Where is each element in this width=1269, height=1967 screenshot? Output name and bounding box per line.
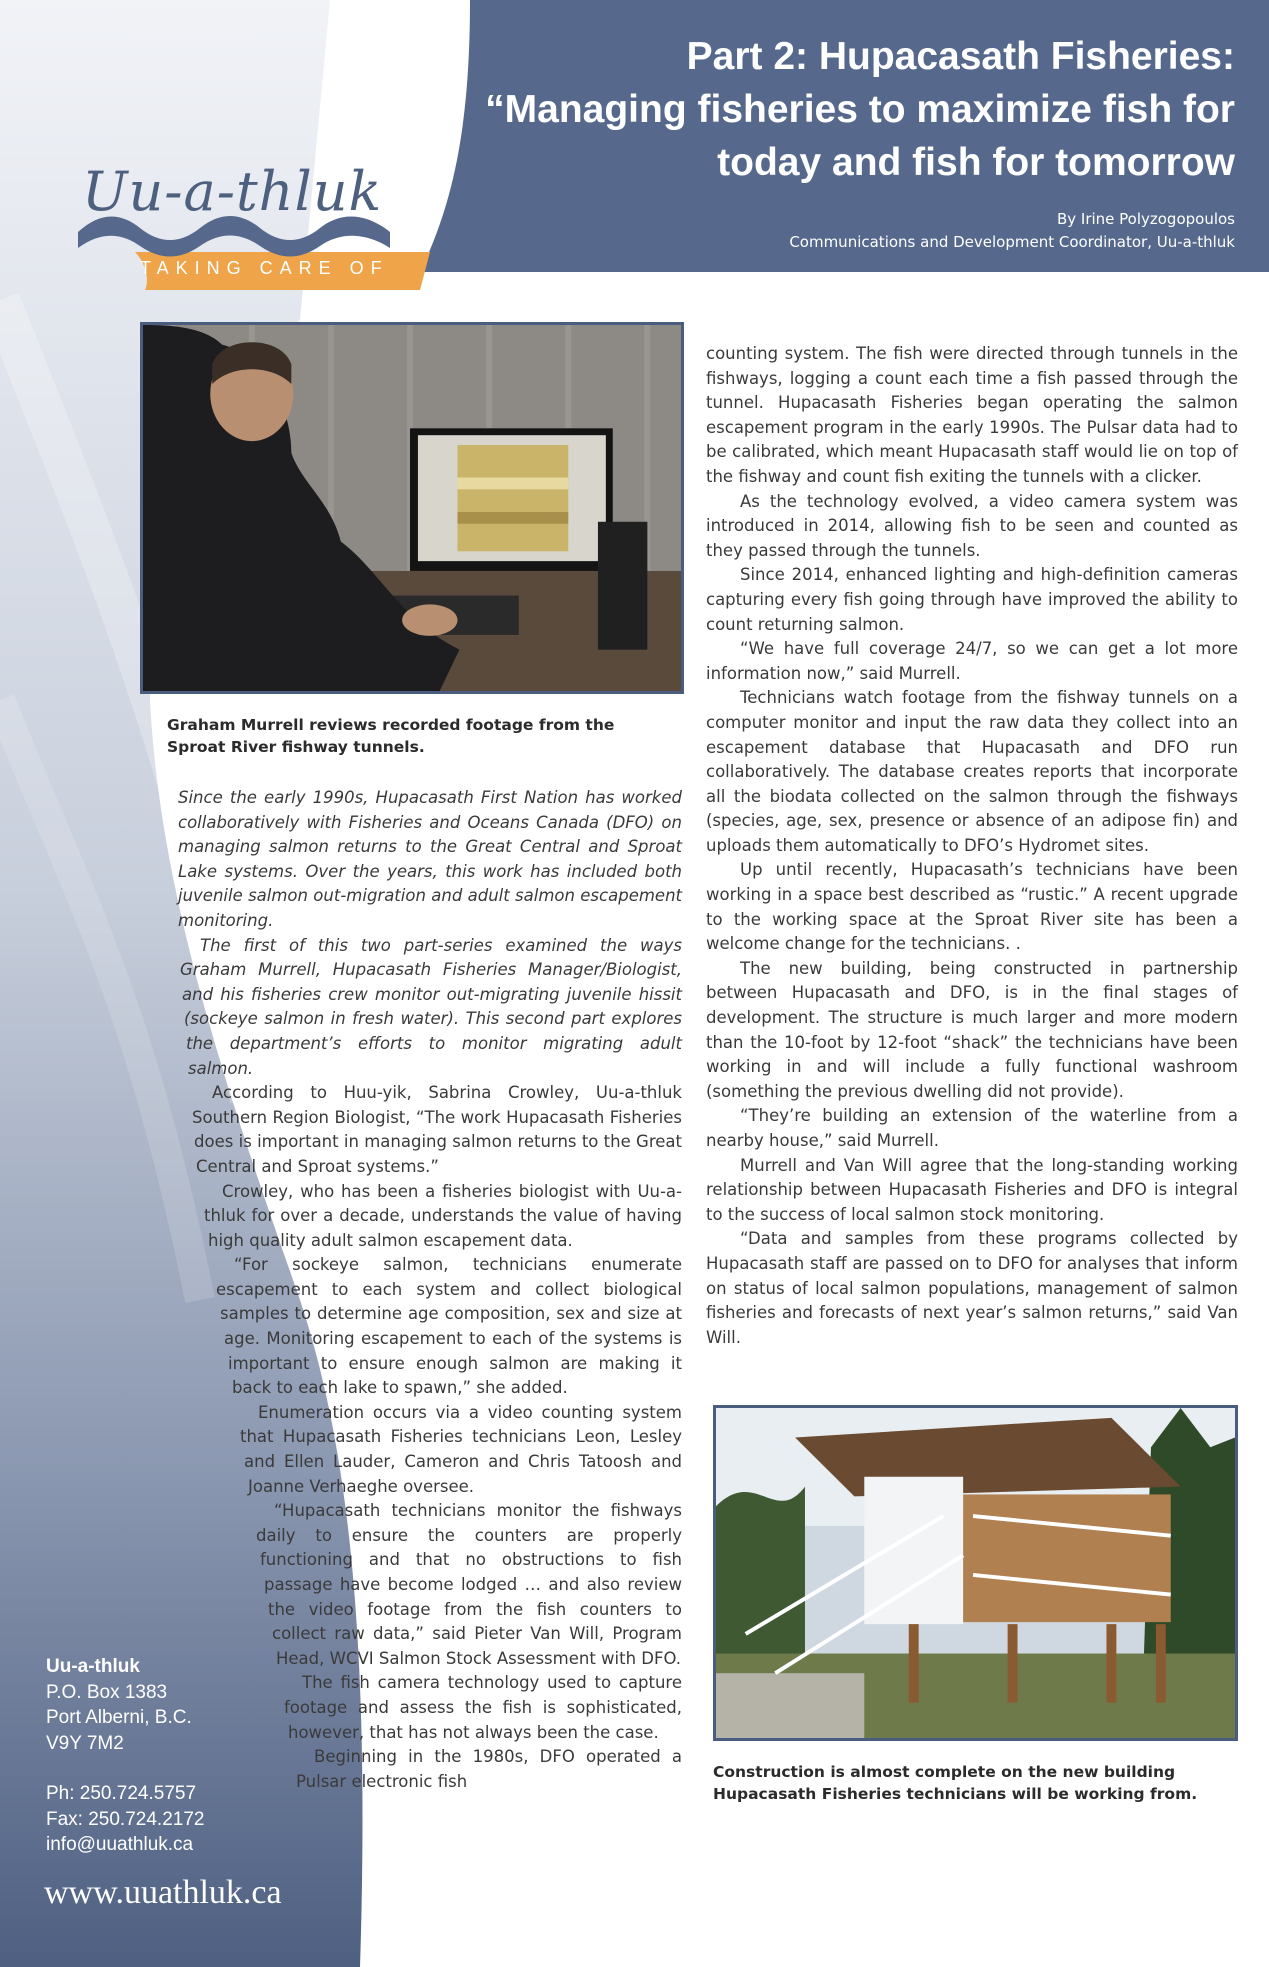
body-paragraph: The new building, being constructed in partnership between Hupacasath and DFO, is in the final stages of development. The structure is much larger and more modern than the 10-foot by 12-foot “shack” the technicians have been working in and will include a fully functional washroom (something the previous dwelling did not provide). — [706, 958, 1238, 1101]
contact-org: Uu-a-thluk — [46, 1656, 140, 1677]
body-paragraph: “We have full coverage 24/7, so we can get a lot more information now,” said Murrell. — [706, 639, 1238, 683]
body-paragraph: counting system. The fish were directed through tunnels in the fishways, logging a count each time a fish passed through the tunnel. Hupacasath Fisheries began operating the salmon escapement program in the early 1990s. The Pulsar data had to be calibrated, which meant Hupacasath staff would lie on top of the fishway and count fish exiting the tunnels with a clicker. — [706, 344, 1238, 486]
body-paragraph: Murrell and Van Will agree that the long-standing working relationship between Hupacasath Fisheries and DFO is integral to the success of local salmon stock monitoring. — [706, 1155, 1238, 1224]
body-paragraph: According to Huu-yik, Sabrina Crowley, Uu-a-thluk Southern Region Biologist, “The work Hupacasath Fisheries does is important in managing salmon returns to the Great Central and Sproat systems.” — [192, 1083, 682, 1176]
photo2-caption: Construction is almost complete on the new building Hupacasath Fisheries technicians will be working from. — [713, 1763, 1198, 1803]
body-paragraph: “Data and samples from these programs collected by Hupacasath staff are passed on to DFO for analyses that inform on status of local salmon populations, management of salmon fisheries and forecasts of next year’s salmon returns,” said Van Will. — [706, 1229, 1238, 1347]
right-column — [706, 342, 1238, 1350]
body-paragraph: Enumeration occurs via a video counting system that Hupacasath Fisheries technicians Leon, Lesley and Ellen Lauder, Cameron and Chris Tatoosh and Joanne Verhaeghe oversee. — [240, 1402, 682, 1496]
body-paragraph: Up until recently, Hupacasath’s technicians have been working in a space best described as “rustic.” A recent upgrade to the working space at the Sproat River site has been a welcome change for the technicians. . — [706, 860, 1238, 954]
left-column — [170, 786, 682, 1967]
body-paragraph: “They’re building an extension of the waterline from a nearby house,” said Murrell. — [706, 1106, 1238, 1150]
contact-phone: Ph: 250.724.5757 — [46, 1783, 197, 1804]
body-paragraph: Beginning in the 1980s, DFO operated a Pulsar electronic fish — [296, 1747, 682, 1791]
logo-wordmark: Uu-a-thluk — [82, 160, 383, 223]
body-paragraph: Since 2014, enhanced lighting and high-definition cameras capturing every fish going through have improved the ability to count returning salmon. — [706, 565, 1238, 634]
contact-city: Port Alberni, B.C. — [46, 1707, 192, 1728]
photo-murrell-monitor — [140, 322, 684, 694]
contact-po-box: P.O. Box 1383 — [46, 1681, 168, 1703]
article-title: Part 2: Hupacasath Fisheries: “Managing fisheries to maximize fish for today and fish for tomorrow — [485, 35, 1235, 184]
contact-block — [46, 1654, 204, 1858]
contact-email: info@uuathluk.ca — [46, 1834, 194, 1855]
website-link[interactable]: www.uuathluk.ca — [44, 1874, 282, 1911]
body-paragraph: Crowley, who has been a fisheries biologist with Uu-a-thluk for over a decade, understands the value of having high quality adult salmon escapement data. — [204, 1181, 682, 1250]
logo-tagline: TAKING CARE OF — [140, 258, 389, 278]
contact-postal: V9Y 7M2 — [46, 1732, 124, 1754]
body-paragraph: Technicians watch footage from the fishway tunnels on a computer monitor and input the raw data they collect into an escapement database that Hupacasath and DFO run collaboratively. The database creates reports that incorporate all the biodata collected on the salmon through the fishways (species, age, sex, presence or absence of an adipose fin) and uploads them automatically to DFO’s Hydromet sites. — [706, 688, 1238, 855]
photo-new-building — [713, 1405, 1238, 1741]
author-role: Communications and Development Coordinator, Uu-a-thluk — [789, 233, 1235, 251]
body-paragraph: “For sockeye salmon, technicians enumerate escapement to each system and collect biological samples to determine age composition, sex and size at age. Monitoring escapement to each of the systems is important to ensure enough salmon are making it back to each lake to spawn,” she added. — [216, 1255, 682, 1398]
byline — [789, 208, 1235, 254]
body-paragraph: As the technology evolved, a video camera system was introduced in 2014, allowing fish to be seen and counted as they passed through the tunnels. — [706, 491, 1238, 560]
author-line: By Irine Polyzogopoulos — [1056, 210, 1235, 228]
intro-paragraph-1: Since the early 1990s, Hupacasath First Nation has worked collaboratively with Fisheries and Oceans Canada (DFO) on managing salmon returns to the Great Central and Sproat Lake systems. Over the years, this work has included both juvenile salmon out-migration and adult salmon escapement monitoring. — [178, 788, 682, 930]
photo1-caption: Graham Murrell reviews recorded footage from the Sproat River fishway tunnels. — [167, 716, 615, 756]
contact-fax: Fax: 250.724.2172 — [46, 1808, 205, 1830]
body-paragraph: The fish camera technology used to capture footage and assess the fish is sophisticated, however, that has not always been the case. — [284, 1673, 682, 1742]
intro-paragraph-2: The first of this two part-series examined the ways Graham Murrell, Hupacasath Fisheries Manager/Biologist, and his fisheries crew monitor out-migrating juvenile hissit (sockeye salmon in fresh water). This second part explores the department’s efforts to monitor migrating adult salmon. — [180, 935, 682, 1078]
body-paragraph: “Hupacasath technicians monitor the fishways daily to ensure the counters are properly functioning and that no obstructions to fish passage have become lodged … and also review the video footage from the fish counters to collect raw data,” said Pieter Van Will, Program Head, WCVI Salmon Stock Assessment with DFO. — [256, 1501, 682, 1668]
